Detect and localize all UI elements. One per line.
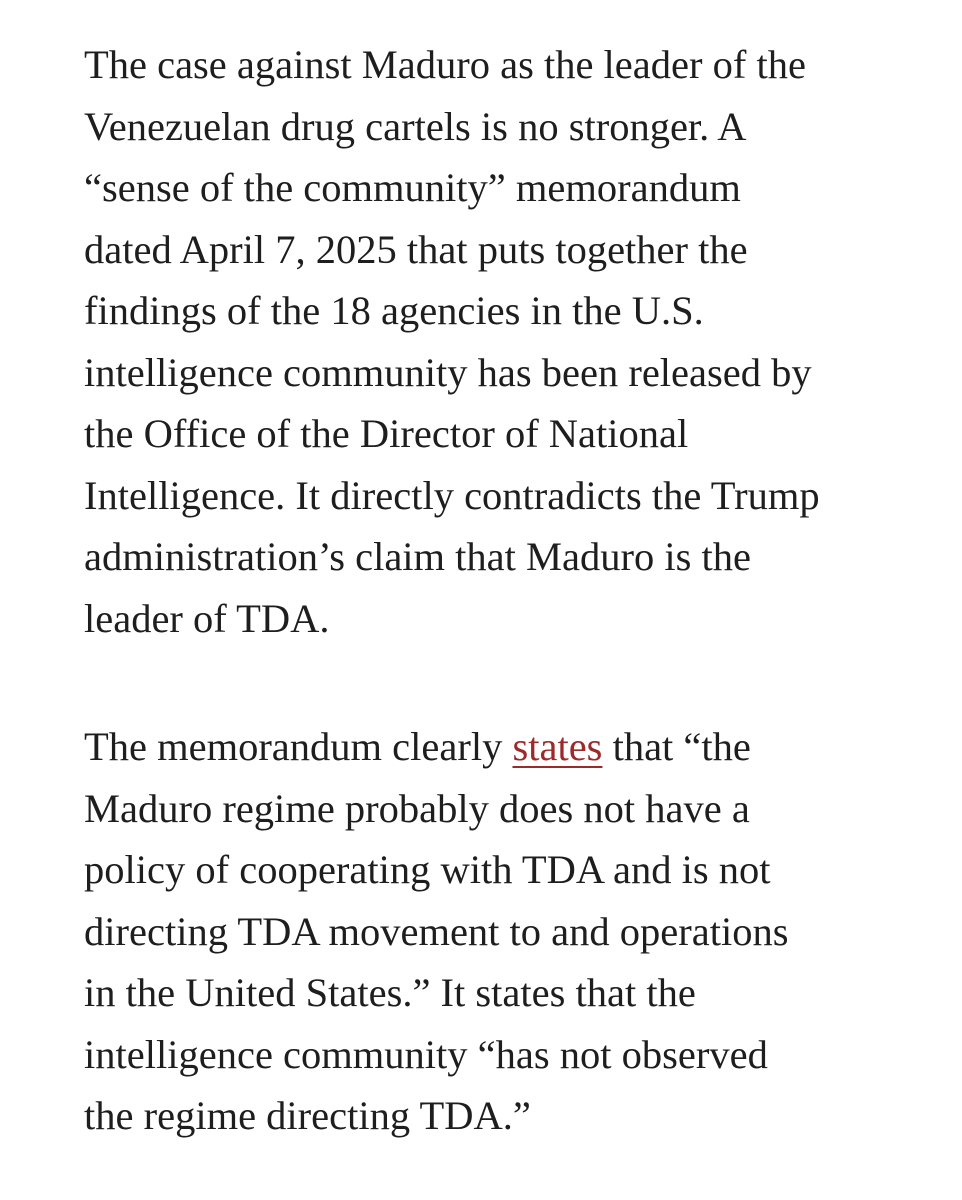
paragraph-text: The memorandum clearly [84,724,513,769]
paragraph-2 [84,716,894,1147]
paragraph-line: in the United States.” It states that the [84,970,696,1015]
paragraph-line: Maduro regime probably does not have a [84,785,750,831]
paragraph-line: Venezuelan drug cartels is no stronger. A [84,103,747,149]
paragraph-line: policy of cooperating with TDA and is not [84,847,771,892]
paragraph-line: the Office of the Director of National [84,411,689,456]
paragraph-line-with-link [84,716,894,778]
paragraph-line: The case against Maduro as the leader of the [84,42,806,87]
paragraph-line: “sense of the community” memorandum [84,165,741,210]
paragraph-line: leader of TDA. [84,595,330,641]
paragraph-line: the regime directing TDA.” [84,1093,531,1138]
paragraph-line: dated April 7, 2025 that puts together the [84,226,748,272]
paragraph-line: Intelligence. It directly contradicts the Trump [84,472,820,518]
paragraph-1 [84,34,894,649]
paragraph-line: administration’s claim that Maduro is the [84,534,752,579]
paragraph-line: intelligence community “has not observed [84,1031,768,1077]
states-link[interactable]: states [512,724,603,769]
article-body [84,34,894,1147]
paragraph-line: directing TDA movement to and operations [84,908,789,954]
paragraph-text: that “the [602,724,751,769]
paragraph-line: findings of the 18 agencies in the U.S. [84,288,704,333]
paragraph-line: intelligence community has been released by [84,349,812,395]
